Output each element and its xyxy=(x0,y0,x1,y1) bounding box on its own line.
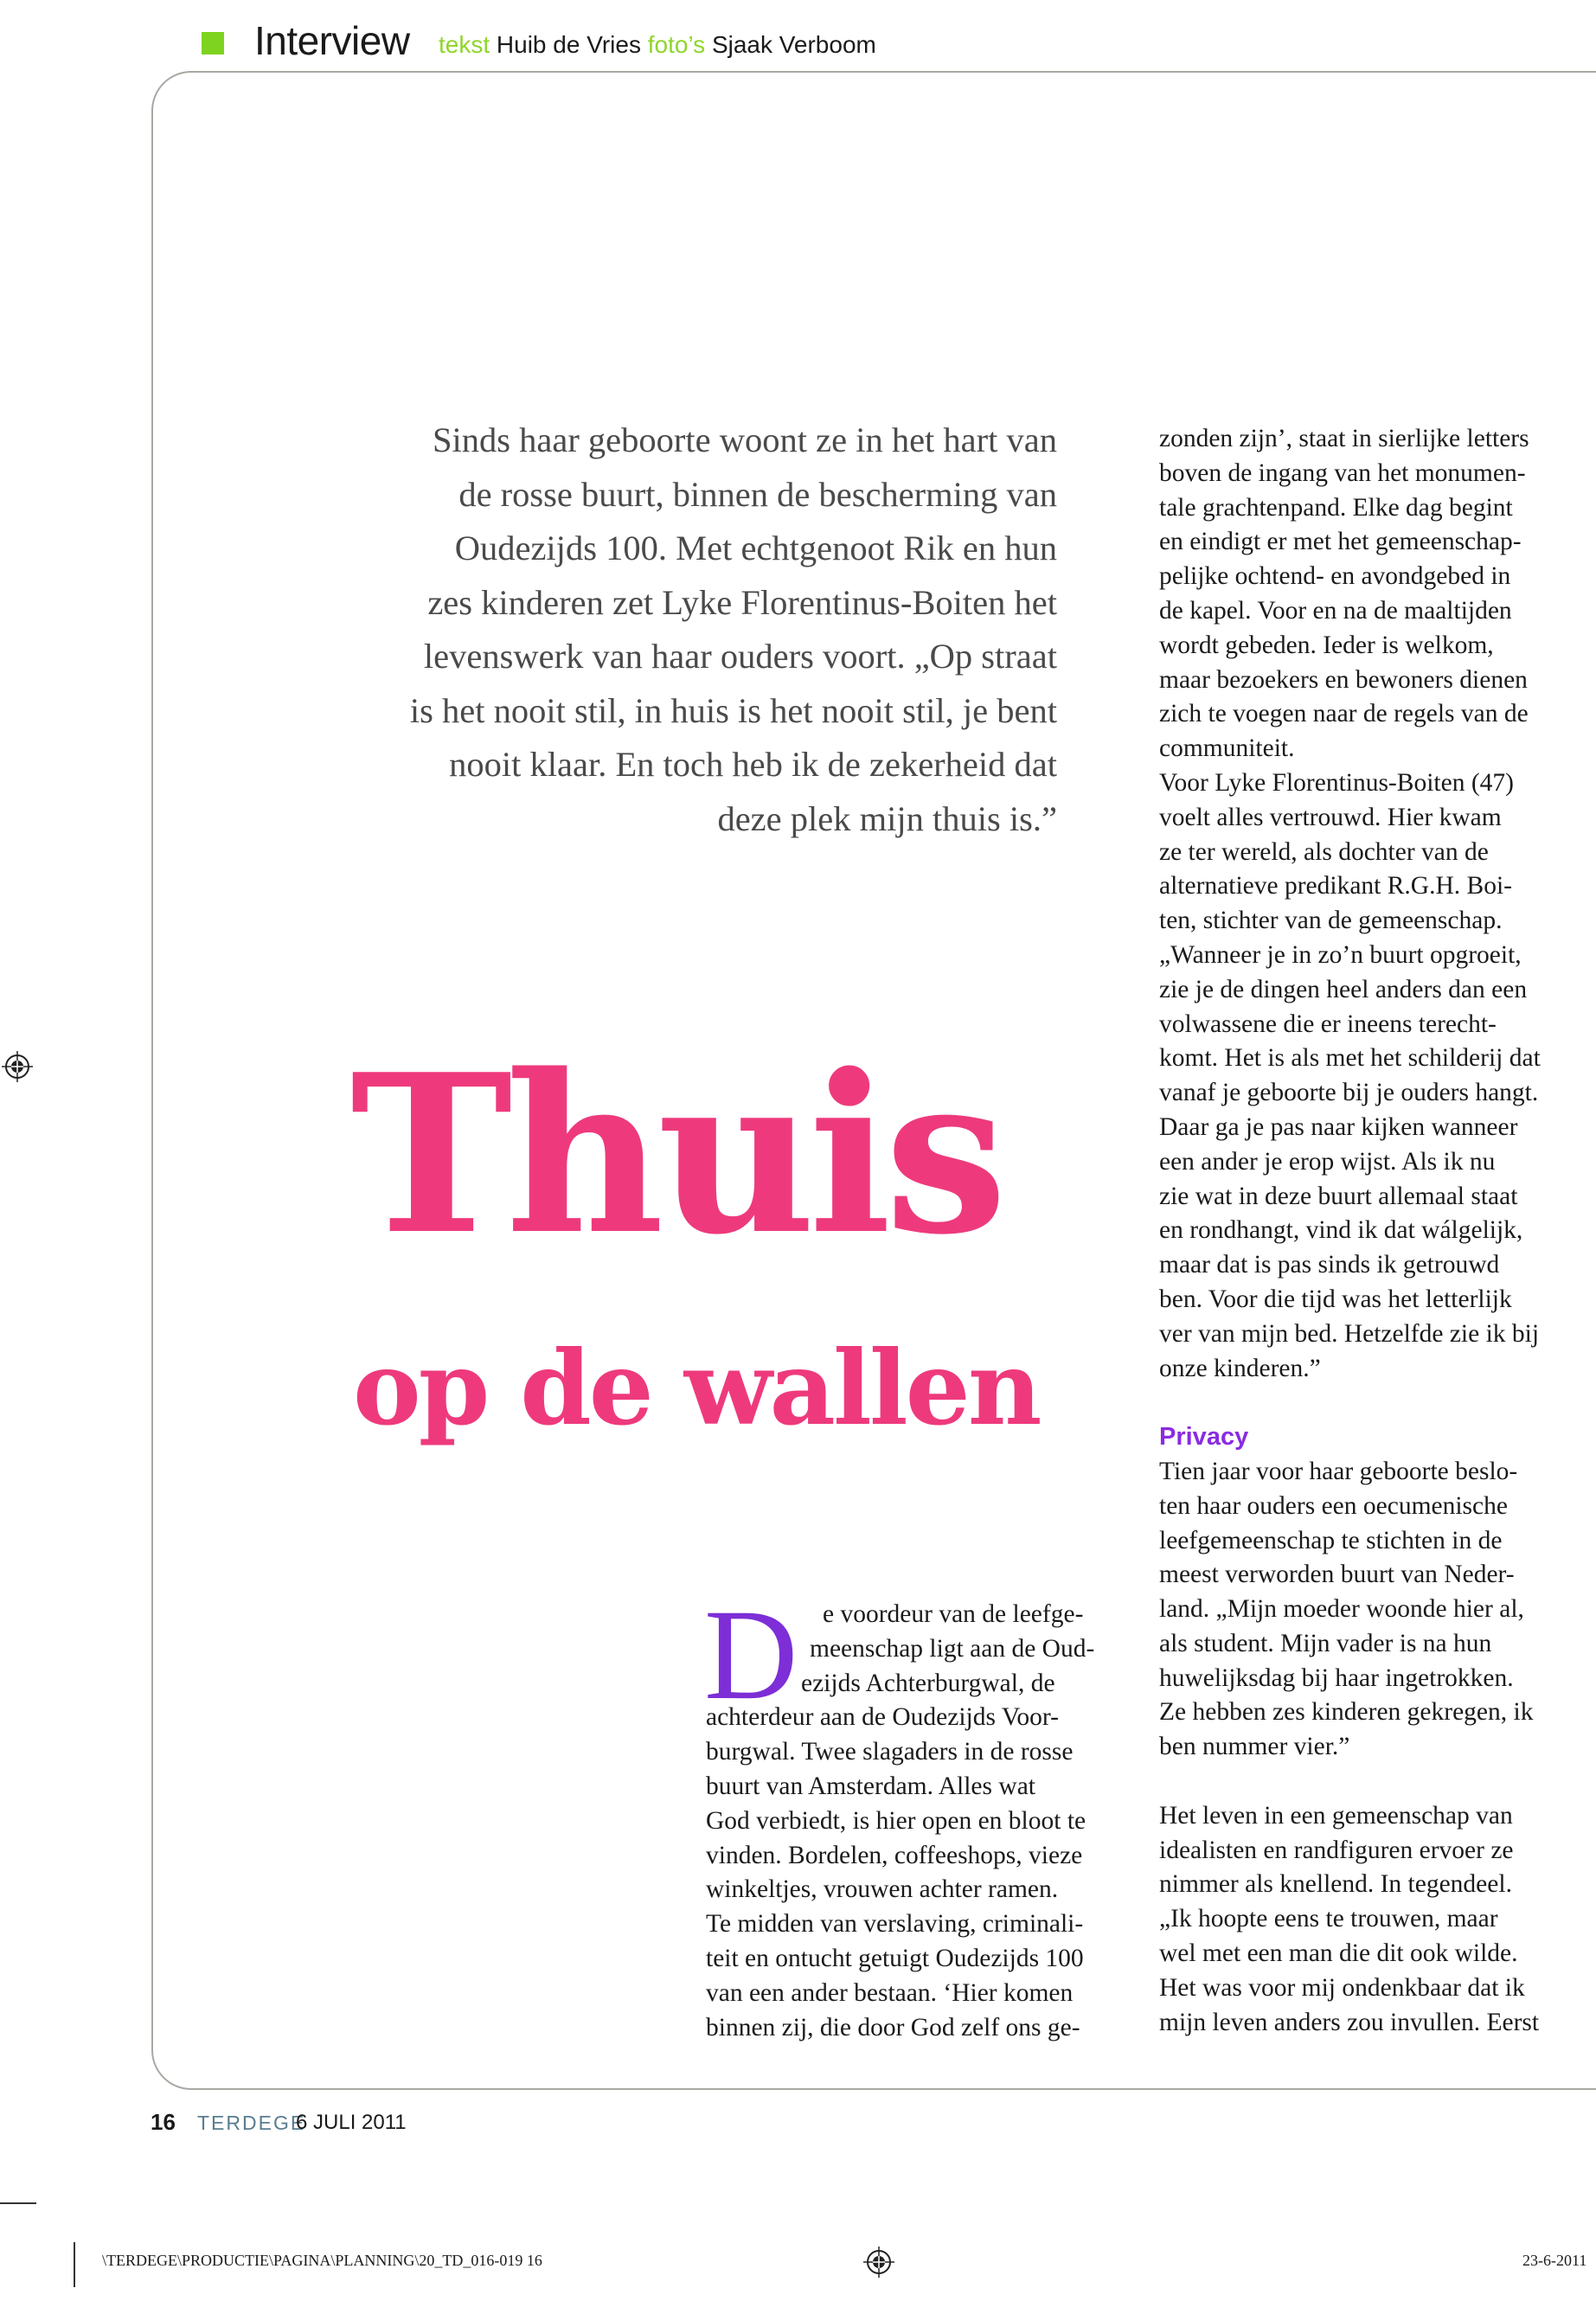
body-line: zonden zijn’, staat in sierlijke letters xyxy=(1159,425,1529,452)
body-line: voelt alles vertrouwd. Hier kwam xyxy=(1159,803,1502,831)
body-line: pelijke ochtend- en avondgebed in xyxy=(1159,562,1511,591)
body-line: ten, stichter van de gemeenschap. xyxy=(1159,907,1503,935)
body-line: land. „Mijn moeder woonde hier al, xyxy=(1159,1595,1524,1624)
body-line: vinden. Bordelen, coffeeshops, vieze xyxy=(706,1841,1083,1869)
body-line: van een ander bestaan. ‘Hier komen xyxy=(706,1978,1074,2007)
body-line: „Wanneer je in zo’n buurt opgroeit, xyxy=(1159,940,1522,969)
section-marker-square xyxy=(202,32,224,54)
blank-line xyxy=(1159,1765,1596,1799)
photographer-name: Sjaak Verboom xyxy=(711,31,876,58)
subheading-privacy: Privacy xyxy=(1159,1423,1249,1452)
body-line: tale grachtenpand. Elke dag begint xyxy=(1159,493,1513,522)
body-line: ze ter wereld, als dochter van de xyxy=(1159,837,1489,866)
intro-line: zes kinderen zet Lyke Florentinus-Boiten het xyxy=(427,582,1057,622)
body-line: Ze hebben zes kinderen gekregen, ik xyxy=(1159,1698,1534,1727)
body-line: ben nummer vier.” xyxy=(1159,1733,1350,1761)
body-line: Het was voor mij ondenkbaar dat ik xyxy=(1159,1973,1525,2002)
body-line: ver van mijn bed. Hetzelfde zie ik bij xyxy=(1159,1319,1540,1348)
body-line: wordt gebeden. Ieder is welkom, xyxy=(1159,631,1494,659)
body-line: burgwal. Twee slagaders in de rosse xyxy=(706,1738,1074,1766)
credits xyxy=(439,31,876,59)
body-line: huwelijksdag bij haar ingetrokken. xyxy=(1159,1663,1514,1692)
body-line: leefgemeenschap te stichten in de xyxy=(1159,1526,1503,1554)
body-line: Daar ga je pas naar kijken wanneer xyxy=(1159,1112,1518,1141)
body-line: zie wat in deze buurt allemaal staat xyxy=(1159,1182,1518,1210)
body-line: idealisten en randfiguren ervoer ze xyxy=(1159,1836,1514,1864)
intro-line: levenswerk van haar ouders voort. „Op straat xyxy=(423,637,1057,676)
body-line: Tien jaar voor haar geboorte beslo- xyxy=(1159,1457,1518,1485)
body-line: winkeltjes, vrouwen achter ramen. xyxy=(706,1875,1059,1904)
body-line: God verbiedt, is hier open en bloot te xyxy=(706,1806,1086,1835)
crop-mark xyxy=(0,2202,36,2204)
body-line: ten haar ouders een oecumenische xyxy=(1159,1491,1508,1520)
body-line: communiteit. xyxy=(1159,734,1295,763)
body-line: mijn leven anders zou invullen. Eerst xyxy=(1159,2008,1540,2036)
page-number: 16 xyxy=(151,2109,176,2135)
body-line: alternatieve predikant R.G.H. Boi- xyxy=(1159,872,1512,901)
slug-file-path: \TERDEGE\PRODUCTIE\PAGINA\PLANNING\20_TD_016-019 16 xyxy=(102,2252,542,2269)
drop-cap: D xyxy=(704,1583,798,1727)
body-line: Het leven in een gemeenschap van xyxy=(1159,1801,1513,1830)
body-line: nimmer als knellend. In tegendeel. xyxy=(1159,1870,1512,1899)
intro-line: de rosse buurt, binnen de bescherming van xyxy=(458,474,1057,514)
body-line: binnen zij, die door God zelf ons ge- xyxy=(706,2013,1080,2041)
body-line: een ander je erop wijst. Als ik nu xyxy=(1159,1147,1496,1176)
article-title: Thuis xyxy=(350,1027,1001,1283)
body-line: meest verworden buurt van Neder- xyxy=(1159,1561,1515,1589)
registration-mark-icon xyxy=(863,2247,894,2278)
body-line: volwassene die er ineens terecht- xyxy=(1159,1009,1497,1038)
body-line: buurt van Amsterdam. Alles wat xyxy=(706,1772,1035,1800)
body-line: als student. Mijn vader is na hun xyxy=(1159,1629,1492,1657)
body-line: boven de ingang van het monumen- xyxy=(1159,458,1526,487)
body-line: „Ik hoopte eens te trouwen, maar xyxy=(1159,1905,1498,1933)
body-line: maar bezoekers en bewoners dienen xyxy=(1159,665,1528,694)
body-line: de kapel. Voor en na de maaltijden xyxy=(1159,596,1512,625)
body-line: ezijds Achterburgwal, de xyxy=(801,1669,1055,1697)
body-line: en rondhangt, vind ik dat wálgelijk, xyxy=(1159,1216,1523,1245)
article-column-right xyxy=(1159,422,1596,2040)
issue-date: 6 JULI 2011 xyxy=(296,2111,407,2134)
crop-mark xyxy=(74,2242,75,2287)
author-name: Huib de Vries xyxy=(496,31,641,58)
intro-line: nooit klaar. En toch heb ik de zekerheid dat xyxy=(449,745,1057,784)
body-line: achterdeur aan de Oudezijds Voor- xyxy=(706,1703,1059,1732)
registration-mark-icon xyxy=(2,1051,33,1082)
intro-paragraph xyxy=(346,413,1057,846)
body-line: zie je de dingen heel anders dan een xyxy=(1159,975,1528,1003)
intro-line: Oudezijds 100. Met echtgenoot Rik en hun xyxy=(454,529,1057,567)
body-line: vanaf je geboorte bij je ouders hangt. xyxy=(1159,1079,1539,1107)
article-subtitle: op de wallen xyxy=(353,1328,1040,1448)
intro-line: Sinds haar geboorte woont ze in het hart van xyxy=(432,420,1057,459)
blank-line xyxy=(1159,1386,1596,1420)
body-line: wel met een man die dit ook wilde. xyxy=(1159,1939,1518,1968)
article-column-left xyxy=(706,1598,1130,2045)
body-line: Te midden van verslaving, criminali- xyxy=(706,1910,1084,1939)
body-line: ben. Voor die tijd was het letterlijk xyxy=(1159,1285,1512,1313)
body-line: e voordeur van de leefge- xyxy=(823,1600,1084,1628)
body-line: maar dat is pas sinds ik getrouwd xyxy=(1159,1251,1500,1279)
text-label: tekst xyxy=(439,31,490,58)
body-line: onze kinderen.” xyxy=(1159,1354,1321,1382)
body-line: Voor Lyke Florentinus-Boiten (47) xyxy=(1159,768,1514,797)
body-line: en eindigt er met het gemeenschap- xyxy=(1159,528,1522,556)
intro-line: deze plek mijn thuis is.” xyxy=(717,798,1057,838)
section-title: Interview xyxy=(254,18,410,63)
body-line: komt. Het is als met het schilderij dat xyxy=(1159,1044,1541,1073)
body-line: teit en ontucht getuigt Oudezijds 100 xyxy=(706,1944,1084,1972)
photo-label: foto’s xyxy=(647,31,706,58)
body-line: zich te voegen naar de regels van de xyxy=(1159,700,1529,728)
intro-line: is het nooit stil, in huis is het nooit stil, je bent xyxy=(409,690,1057,730)
publication-name: TERDEGE xyxy=(197,2112,306,2134)
body-line: meenschap ligt aan de Oud- xyxy=(810,1634,1095,1663)
slug-date: 23-6-2011 xyxy=(1522,2252,1587,2269)
